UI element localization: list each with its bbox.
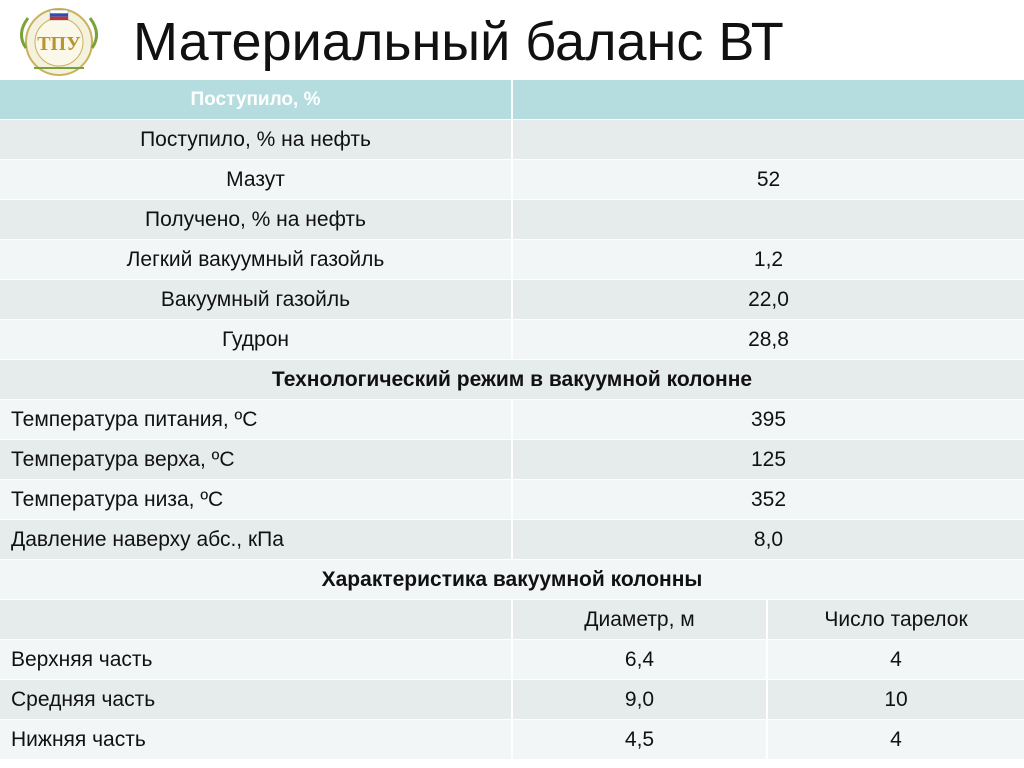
balance-table bbox=[0, 80, 1024, 760]
row-plates: 10 bbox=[768, 680, 1024, 719]
row-label: Гудрон bbox=[0, 320, 511, 359]
table-row bbox=[0, 720, 1024, 760]
row-plates: 4 bbox=[768, 720, 1024, 759]
section-title-column: Характеристика вакуумной колонны bbox=[0, 560, 1024, 599]
column-header-part bbox=[0, 600, 511, 639]
row-value: 52 bbox=[513, 160, 1024, 199]
table-row bbox=[0, 280, 1024, 320]
table-row bbox=[0, 240, 1024, 280]
slide-header bbox=[0, 0, 1024, 80]
row-label: Давление наверху абс., кПа bbox=[0, 520, 511, 559]
header-cell-right bbox=[513, 80, 1024, 119]
page-title: Материальный баланс ВТ bbox=[133, 12, 784, 72]
table-row bbox=[0, 480, 1024, 520]
row-label: Температура питания, ºС bbox=[0, 400, 511, 439]
row-label: Мазут bbox=[0, 160, 511, 199]
table-row bbox=[0, 120, 1024, 160]
table-row bbox=[0, 320, 1024, 360]
row-value: 22,0 bbox=[513, 280, 1024, 319]
row-plates: 4 bbox=[768, 640, 1024, 679]
row-label: Температура верха, ºС bbox=[0, 440, 511, 479]
row-value: 8,0 bbox=[513, 520, 1024, 559]
table-row bbox=[0, 680, 1024, 720]
table-row bbox=[0, 160, 1024, 200]
section-title-mode: Технологический режим в вакуумной колонне bbox=[0, 360, 1024, 399]
row-diameter: 4,5 bbox=[513, 720, 766, 759]
section-row-mode bbox=[0, 360, 1024, 400]
table-row bbox=[0, 520, 1024, 560]
row-value: 352 bbox=[513, 480, 1024, 519]
row-diameter: 6,4 bbox=[513, 640, 766, 679]
row-label: Получено, % на нефть bbox=[0, 200, 511, 239]
table-row bbox=[0, 400, 1024, 440]
logo-monogram: ТПУ bbox=[37, 33, 81, 55]
table-header-row bbox=[0, 80, 1024, 120]
row-diameter: 9,0 bbox=[513, 680, 766, 719]
row-label: Легкий вакуумный газойль bbox=[0, 240, 511, 279]
row-value: 1,2 bbox=[513, 240, 1024, 279]
column-header-plates: Число тарелок bbox=[768, 600, 1024, 639]
university-logo bbox=[4, 4, 114, 78]
row-value bbox=[513, 200, 1024, 239]
row-value: 125 bbox=[513, 440, 1024, 479]
row-label: Поступило, % на нефть bbox=[0, 120, 511, 159]
row-part: Нижняя часть bbox=[0, 720, 511, 759]
table-row bbox=[0, 440, 1024, 480]
row-label: Температура низа, ºС bbox=[0, 480, 511, 519]
row-label: Вакуумный газойль bbox=[0, 280, 511, 319]
header-cell-left: Поступило, % bbox=[0, 80, 511, 119]
row-value: 28,8 bbox=[513, 320, 1024, 359]
row-value: 395 bbox=[513, 400, 1024, 439]
row-value bbox=[513, 120, 1024, 159]
column-header-diameter: Диаметр, м bbox=[513, 600, 766, 639]
table-row bbox=[0, 640, 1024, 680]
table-row bbox=[0, 200, 1024, 240]
row-part: Верхняя часть bbox=[0, 640, 511, 679]
section-row-column bbox=[0, 560, 1024, 600]
row-part: Средняя часть bbox=[0, 680, 511, 719]
column-header-row bbox=[0, 600, 1024, 640]
